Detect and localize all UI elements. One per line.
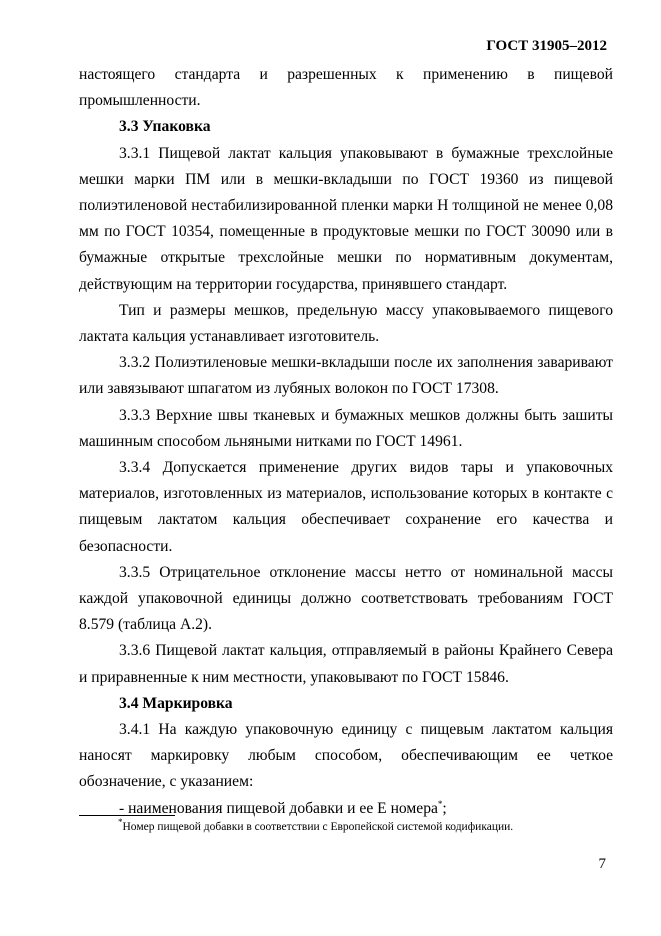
paragraph-3-3-2: 3.3.2 Полиэтиленовые мешки-вкладыши после их заполнения заваривают или завязывают шпагатом из лубяных волокон по ГОСТ 17308. [79, 354, 613, 398]
paragraph-3-3-3: 3.3.3 Верхние швы тканевых и бумажных мешков должны быть зашиты машинным способом льняными нитками по ГОСТ 14961. [79, 406, 613, 450]
footnote-mark: * [118, 817, 123, 828]
list-item-end: ; [442, 799, 447, 817]
paragraph-continuation: настоящего стандарта и разрешенных к применению в пищевой промышленности. [79, 66, 613, 110]
paragraph-3-3-6: 3.3.6 Пищевой лактат кальция, отправляемый в районы Крайнего Севера и приравненные к ним местности, упаковывают по ГОСТ 15846. [79, 642, 613, 686]
footnote-separator [79, 815, 175, 816]
section-heading-packaging: 3.3 Упаковка [119, 118, 211, 136]
list-item-additive-name [79, 796, 613, 822]
section-heading-marking: 3.4 Маркировка [119, 694, 233, 712]
paragraph-3-4-1: 3.4.1 На каждую упаковочную единицу с пищевым лактатом кальция наносят маркировку любым способом, обеспечивающим ее четкое обозначение, с указанием: [79, 721, 613, 791]
list-item-text: - наименования пищевой добавки и ее Е номера [119, 799, 438, 817]
paragraph-3-3-1: 3.3.1 Пищевой лактат кальция упаковывают в бумажные трехслойные мешки марки ПМ или в мешки-вкладыши по ГОСТ 19360 из пищевой полиэтиленовой нестабилизированной пленки марки Н толщиной не менее 0,08 мм по ГОСТ 10354, помещенные в продуктовые мешки по ГОСТ 30090 или в бумажные открытые трехслойные мешки по нормативным документам, действующим на территории государства, принявшего стандарт. [79, 144, 613, 293]
paragraph-3-3-1-sizes: Тип и размеры мешков, предельную массу упаковываемого пищевого лактата кальция устанавливает изготовитель. [79, 301, 613, 346]
footnote [118, 817, 514, 833]
page-body [79, 62, 613, 822]
footnote-text: Номер пищевой добавки в соответствии с Европейской системой кодификации. [122, 821, 514, 833]
page-number: 7 [598, 856, 606, 872]
standard-header: ГОСТ 31905–2012 [486, 38, 607, 54]
footnote-reference: * [437, 798, 443, 809]
paragraph-3-3-4: 3.3.4 Допускается применение других видов тары и упаковочных материалов, изготовленных из материалов, использование которых в контакте с пищевым лактатом кальция обеспечивает сохранение его качества и безопасности. [79, 459, 613, 555]
paragraph-3-3-5: 3.3.5 Отрицательное отклонение массы нетто от номинальной массы каждой упаковочной единицы должно соответствовать требованиям ГОСТ 8.579 (таблица А.2). [79, 563, 613, 634]
